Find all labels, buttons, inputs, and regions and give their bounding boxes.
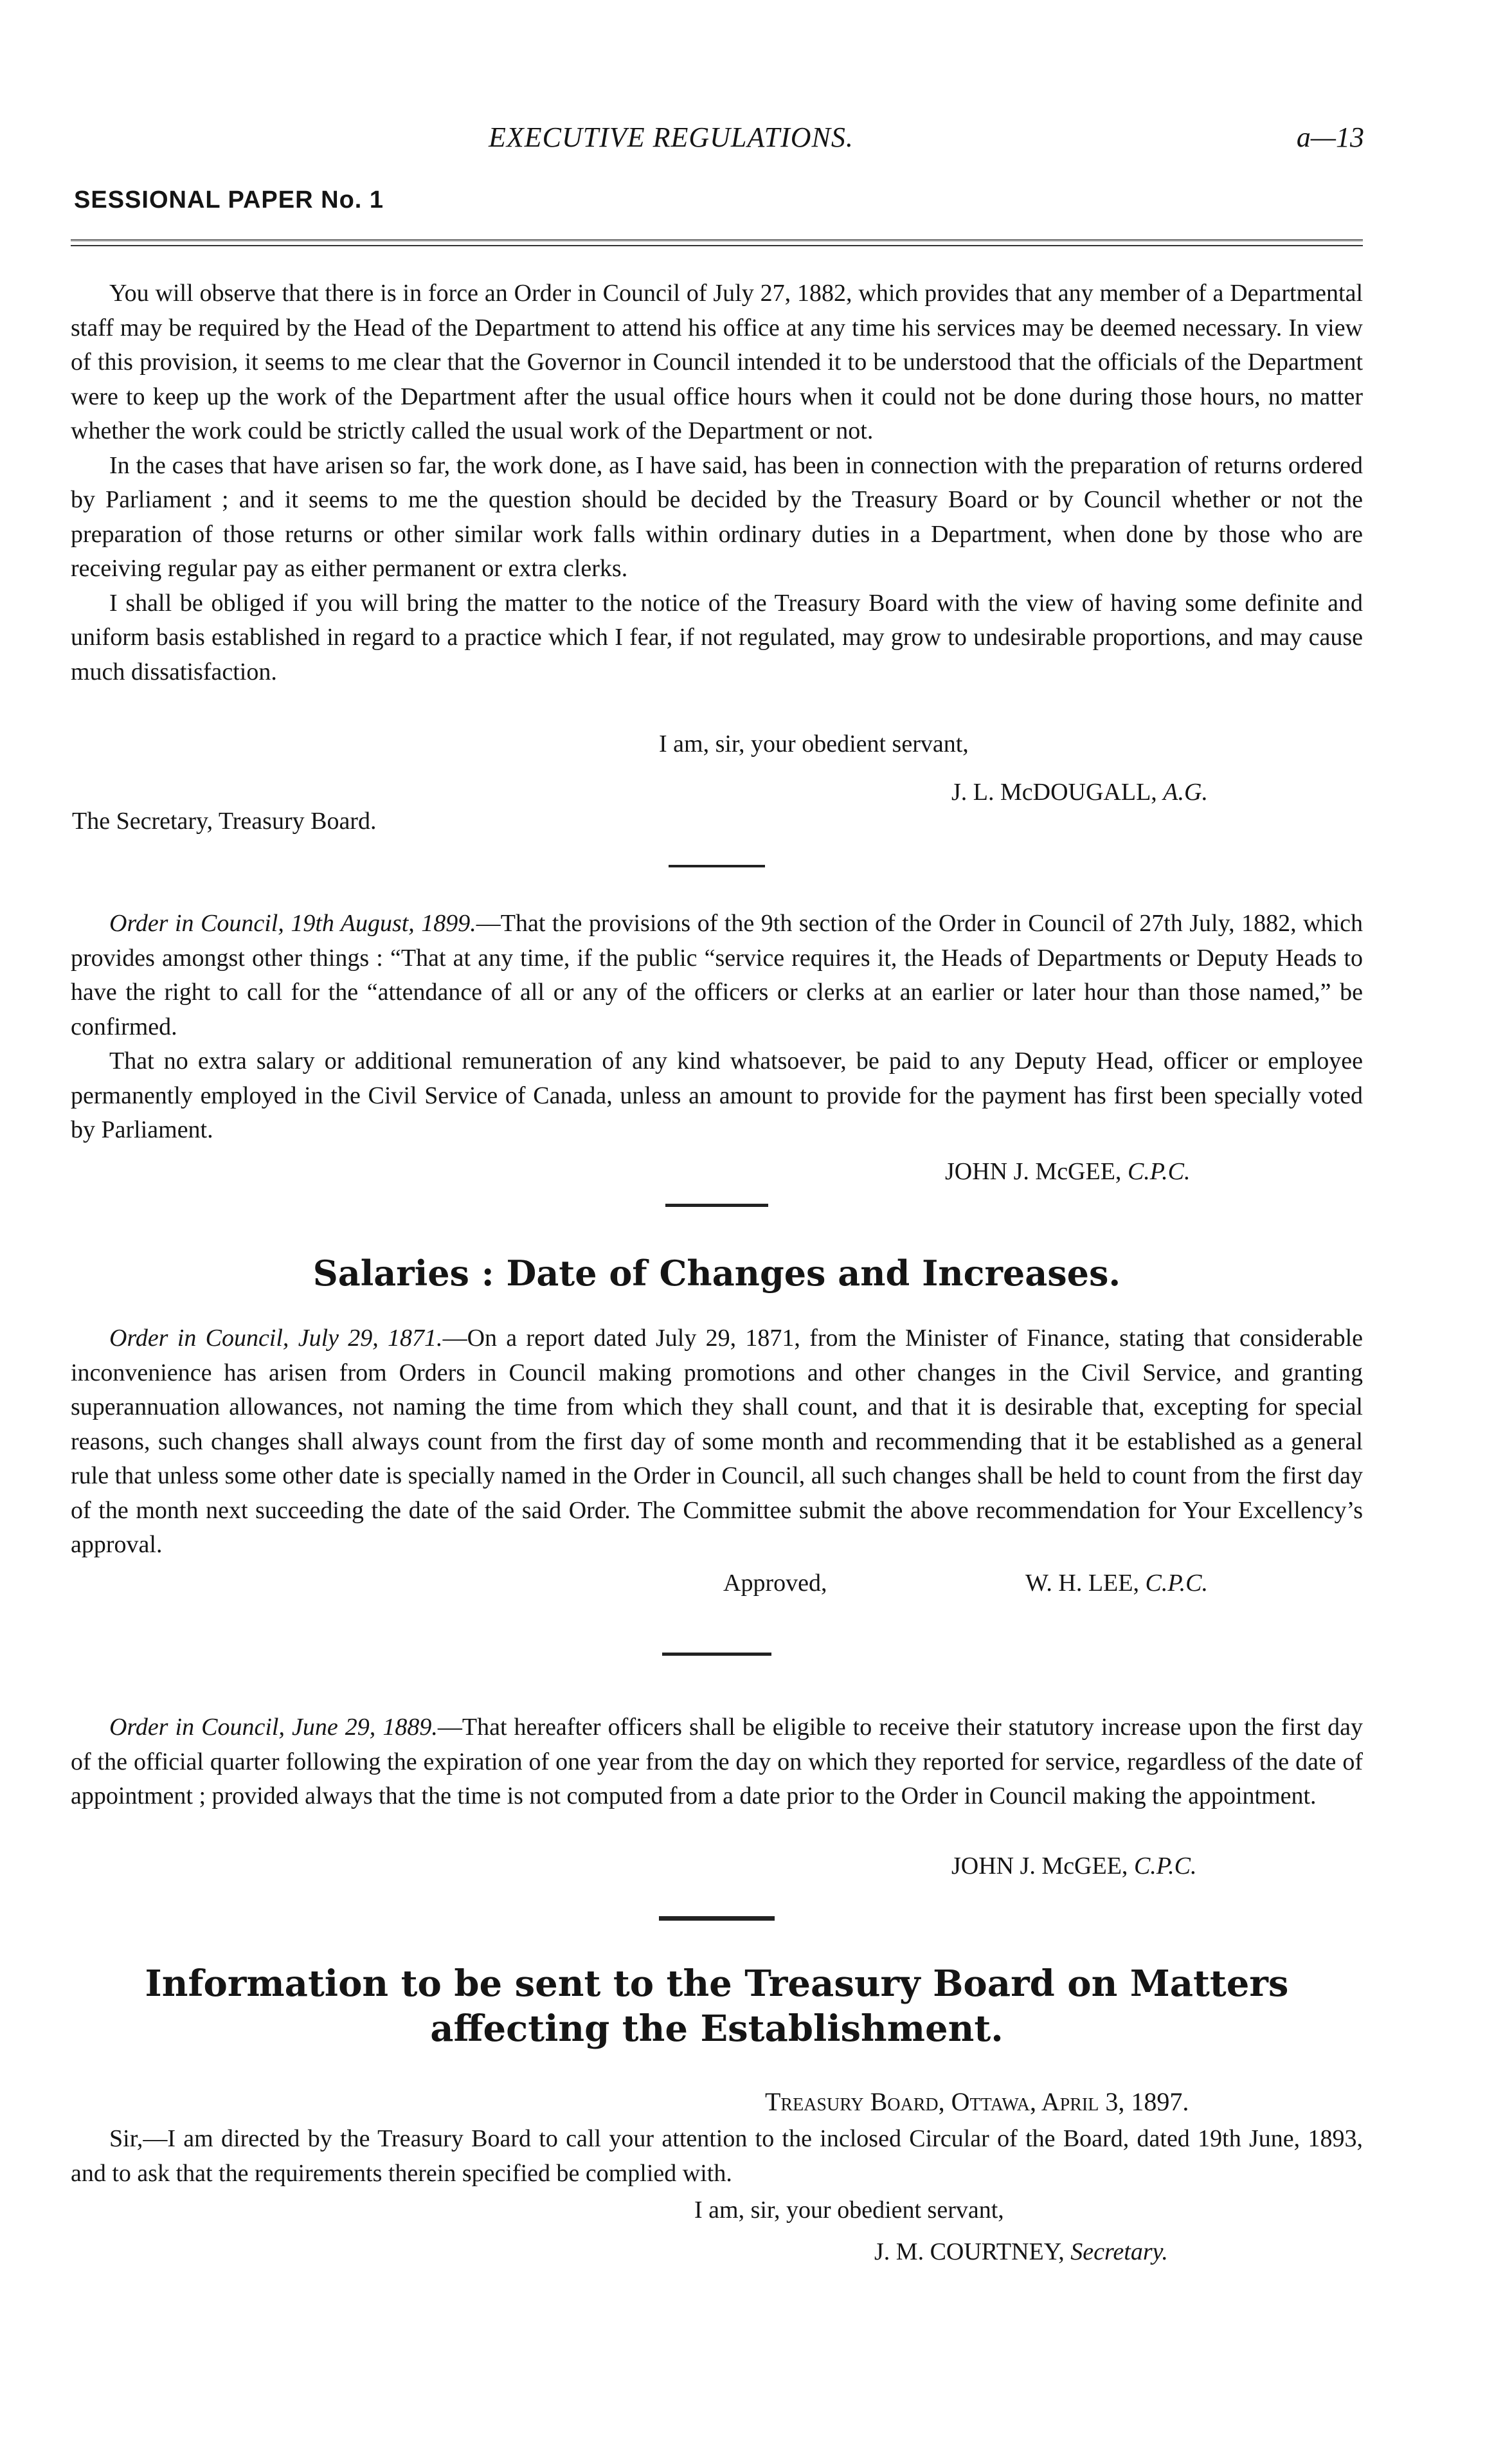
signature-name: J. L. McDOUGALL, [951, 779, 1157, 806]
order-1899-signature [945, 1157, 1190, 1186]
information-signature [874, 2238, 1168, 2266]
approved-label: Approved, [723, 1570, 827, 1597]
signature-name: J. M. COURTNEY, [874, 2238, 1065, 2265]
signature-title: C.P.C. [1145, 1570, 1208, 1597]
page-number: a—13 [1296, 122, 1364, 153]
information-heading-line-1: Information to be sent to the Treasury Board on Matters [145, 1962, 1289, 2005]
sessional-paper-label: SESSIONAL PAPER No. 1 [74, 186, 384, 213]
section-divider [662, 1653, 771, 1656]
salaries-order [71, 1321, 1363, 1563]
running-title: EXECUTIVE REGULATIONS. [489, 122, 854, 153]
order-1899-title: Order in Council, 19th August, 1899. [109, 910, 476, 937]
order-1899-paragraph-1 [71, 907, 1363, 1044]
letter-paragraph-2: In the cases that have arisen so far, the work done, as I have said, has been in connection with the preparation of returns ordered by Parliament ; and it seems to me the question should be decided by the Treasury Board or by Council whether or not the preparation of those returns or other similar work falls within ordinary duties in a Department, when done by those who are receiving regular pay as either permanent or extra clerks. [71, 451, 1363, 582]
signature-title: A.G. [1163, 779, 1208, 806]
information-closing: I am, sir, your obedient servant, [694, 2197, 1004, 2224]
section-divider [665, 1204, 768, 1207]
order-1889-title: Order in Council, June 29, 1889. [109, 1714, 438, 1741]
information-letter [71, 2122, 1363, 2191]
order-1889-text: —That hereafter officers shall be eligible to receive their statutory increase upon the first day of the official quarter following the expiration of one year from the day on which they reported for service, regardless of the date of appointment ; provided always that the time is not computed from a date prior to the Order in Council making the appointment. [71, 1714, 1363, 1809]
section-divider [669, 865, 765, 867]
signature-title: C.P.C. [1127, 1158, 1191, 1185]
signature-name: JOHN J. McGEE, [945, 1158, 1122, 1185]
signature-name: JOHN J. McGEE, [951, 1853, 1128, 1880]
order-1889 [71, 1710, 1363, 1814]
order-1899 [71, 907, 1363, 1148]
order-1889-signature [951, 1852, 1196, 1880]
information-heading [71, 1961, 1363, 2051]
header-rule [71, 239, 1363, 246]
letter-signature [951, 778, 1208, 806]
salaries-signature [1025, 1569, 1208, 1597]
salaries-order-title: Order in Council, July 29, 1871. [109, 1325, 443, 1352]
letter-addressee: The Secretary, Treasury Board. [72, 808, 377, 835]
letter-paragraph-1: You will observe that there is in force an Order in Council of July 27, 1882, which provides that any member of a Departmental staff may be required by the Head of the Department to attend his office at any time his services may be deemed necessary. In view of this provision, it seems to me clear that the Governor in Council intended it to be understood that the officials of the Department were to keep up the work of the Department after the usual office hours when it could not be done during those hours, no matter whether the work could be strictly called the usual work of the Department or not. [71, 280, 1363, 444]
salaries-order-text: —On a report dated July 29, 1871, from the Minister of Finance, stating that considerable inconvenience has arisen from Orders in Council making promotions and other changes in the Civil Service, and granting superannuation allowances, not naming the time from which they shall count, and that it is desirable that, excepting for special reasons, such changes shall always count from the first day of some month and recommending that it be established as a general rule that unless some other date is specially named in the Order in Council, all such changes shall be held to count from the first day of the month next succeeding the date of the said Order. The Committee submit the above recommendation for Your Excellency’s approval. [71, 1325, 1364, 1558]
letter-body [71, 276, 1363, 689]
signature-title: C.P.C. [1133, 1853, 1197, 1880]
information-paragraph: Sir,—I am directed by the Treasury Board to call your attention to the inclosed Circular of the Board, dated 19th June, 1893, and to ask that the requirements therein specified be complied with. [71, 2125, 1363, 2187]
order-1899-paragraph-2: That no extra salary or additional remuneration of any kind whatsoever, be paid to any Deputy Head, officer or employee permanently employed in the Civil Service of Canada, unless an amount to provide for the payment has first been specially voted by Parliament. [71, 1047, 1363, 1143]
information-dateline: Treasury Board, Ottawa, April 3, 1897. [765, 2087, 1189, 2116]
order-1889-paragraph [71, 1710, 1363, 1814]
signature-name: W. H. LEE, [1025, 1570, 1139, 1597]
section-divider [659, 1916, 775, 1921]
information-heading-line-2: affecting the Establishment. [430, 2007, 1004, 2050]
salaries-paragraph [71, 1321, 1363, 1563]
order-1899-text: —That the provisions of the 9th section of the Order in Council of 27th July, 1882, which provides amongst other things : “That at any time, if the public “service requires it, the Heads of Departments or Deputy Heads to have the right to call for the “attendance of all or any of the officers or clerks at an earlier or later hour than those named,” be confirmed. [71, 910, 1363, 1040]
signature-title: Secretary. [1070, 2238, 1168, 2265]
letter-paragraph-3: I shall be obliged if you will bring the matter to the notice of the Treasury Board with the view of having some definite and uniform basis established in regard to a practice which I fear, if not regulated, may grow to undesirable proportions, and may cause much dissatisfaction. [71, 589, 1363, 685]
salaries-heading: Salaries : Date of Changes and Increases. [312, 1253, 1121, 1294]
running-head [71, 121, 1364, 159]
letter-closing: I am, sir, your obedient servant, [659, 730, 969, 757]
